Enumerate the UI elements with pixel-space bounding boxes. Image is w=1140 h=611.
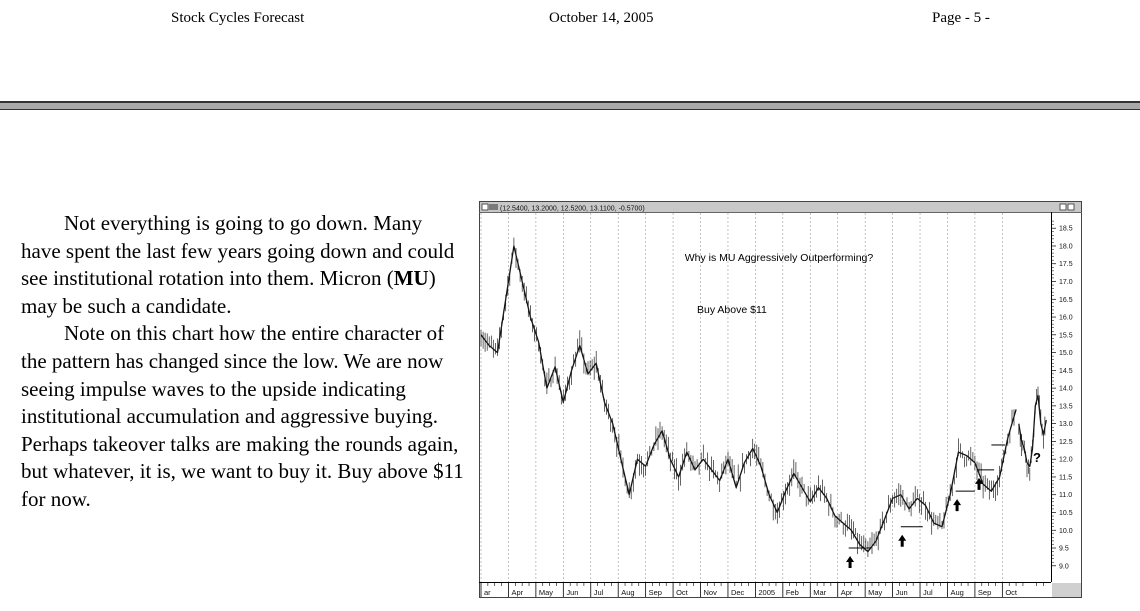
x-tick-label: Mar bbox=[813, 588, 827, 597]
y-tick-label: 17.5 bbox=[1059, 261, 1073, 269]
x-tick-label: Apr bbox=[511, 588, 524, 597]
x-tick-label: Jun bbox=[895, 588, 908, 597]
x-tick-label: Apr bbox=[840, 588, 853, 597]
x-tick-label: Oct bbox=[1005, 588, 1018, 597]
window-minimize-icon bbox=[1060, 204, 1066, 210]
chart-window-title: (12.5400, 13.2000, 12.5200, 13.1100, -0.5700) bbox=[500, 205, 645, 213]
y-tick-label: 10.5 bbox=[1059, 509, 1073, 517]
y-tick-label: 9.0 bbox=[1059, 563, 1069, 571]
axis-corner-box bbox=[1052, 583, 1081, 597]
paragraph-2: Note on this chart how the entire character of the pattern has changed since the low. We are now seeing impulse waves to the upside indicating institutional accumulation and aggressive buying. Perhaps takeover talks are making the rounds again, but whatever, it is, we want to buy it. Buy above $11 for now. bbox=[21, 321, 464, 511]
x-tick-label: Jul bbox=[593, 588, 604, 597]
y-tick-label: 11.0 bbox=[1059, 492, 1073, 500]
y-tick-label: 17.0 bbox=[1059, 279, 1073, 287]
window-close-icon bbox=[1068, 204, 1074, 210]
x-tick-label: Sep bbox=[977, 588, 992, 597]
y-tick-label: 12.0 bbox=[1059, 456, 1073, 464]
x-tick-label: Jul bbox=[923, 588, 933, 597]
x-tick-label: Feb bbox=[785, 588, 799, 597]
y-tick-label: 15.0 bbox=[1059, 350, 1073, 358]
ticker-bold: MU bbox=[393, 266, 429, 291]
y-tick-label: 16.5 bbox=[1059, 296, 1073, 304]
question-annotation: ? bbox=[1033, 450, 1041, 465]
paragraph-1-text: Not everything is going to go down. Many have spent the last few years going down and could see institutional rotation into them. Micron ( bbox=[21, 211, 455, 291]
y-tick-label: 14.0 bbox=[1059, 385, 1073, 393]
y-tick-label: 14.5 bbox=[1059, 367, 1073, 375]
y-tick-label: 15.5 bbox=[1059, 332, 1073, 340]
header-rule-bottom bbox=[0, 109, 1140, 110]
paragraph-1-tail: ) may be such a candidate. bbox=[21, 266, 436, 318]
y-tick-label: 16.0 bbox=[1059, 314, 1073, 322]
chart-title: Why is MU Aggressively Outperforming? bbox=[684, 252, 874, 264]
body-text bbox=[21, 210, 466, 514]
stock-chart bbox=[479, 201, 1082, 598]
buy-above-annotation: Buy Above $11 bbox=[697, 304, 767, 316]
x-tick-label: Sep bbox=[648, 588, 662, 597]
x-tick-label: May bbox=[538, 588, 554, 597]
y-tick-label: 9.5 bbox=[1059, 545, 1069, 553]
y-tick-label: 11.5 bbox=[1059, 474, 1073, 482]
header-title: Stock Cycles Forecast bbox=[171, 10, 305, 26]
y-tick-label: 12.5 bbox=[1059, 438, 1073, 446]
header-page-number: Page - 5 - bbox=[932, 10, 990, 26]
y-tick-label: 13.0 bbox=[1059, 421, 1073, 429]
header-date: October 14, 2005 bbox=[549, 10, 654, 26]
y-tick-label: 18.0 bbox=[1059, 243, 1073, 251]
paragraph-1 bbox=[21, 210, 466, 320]
x-tick-label: Jun bbox=[566, 588, 579, 597]
y-tick-label: 18.5 bbox=[1059, 225, 1073, 233]
x-tick-label: 2005 bbox=[758, 588, 776, 597]
x-tick-label: Aug bbox=[950, 588, 964, 597]
y-tick-label: 13.5 bbox=[1059, 403, 1073, 411]
y-tick-label: 10.0 bbox=[1059, 527, 1073, 535]
x-tick-label: Nov bbox=[703, 588, 717, 597]
window-symbol-icon bbox=[489, 204, 498, 210]
window-menu-icon bbox=[482, 204, 488, 210]
x-tick-label: Oct bbox=[676, 588, 688, 597]
x-tick-label: Dec bbox=[730, 588, 745, 597]
x-tick-label: ar bbox=[484, 588, 491, 597]
x-tick-label: Aug bbox=[621, 588, 635, 597]
x-tick-label: May bbox=[868, 588, 883, 597]
